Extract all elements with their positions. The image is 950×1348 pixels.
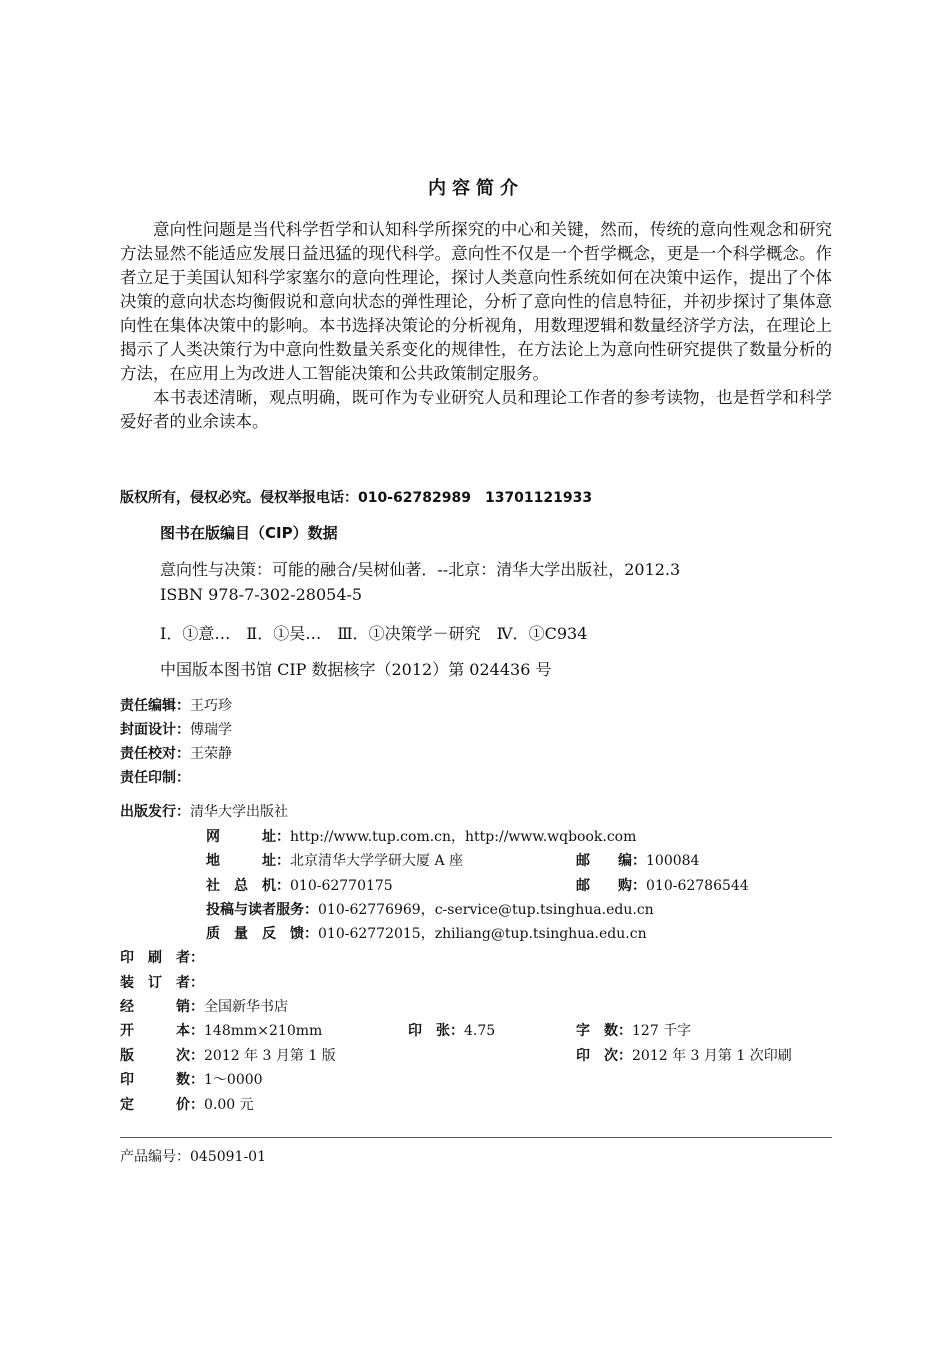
phone-row: [206, 875, 393, 895]
dist-label: 出版发行：: [120, 804, 190, 820]
proof-value: 王荣静: [190, 746, 232, 762]
cip-classification: Ⅰ．①意… Ⅱ．①吴… Ⅲ．①决策学－研究 Ⅳ．①C934: [160, 624, 588, 643]
summary-body: [120, 218, 832, 434]
words-value: 127 千字: [632, 1023, 692, 1039]
cip-title-line: 意向性与决策：可能的融合/吴树仙著．--北京：清华大学出版社，2012.3: [160, 560, 681, 579]
format-value: 148mm×210mm: [204, 1023, 323, 1039]
copyright-notice: 版权所有，侵权必究。侵权举报电话：010-62782989 13701121933: [120, 490, 593, 506]
copies-label: 印 数：: [120, 1072, 204, 1088]
cip-isbn: ISBN 978-7-302-28054-5: [160, 585, 363, 604]
impression-label: 印 次：: [576, 1048, 632, 1064]
address-row: [206, 850, 463, 870]
staff-editor: [120, 695, 232, 715]
quality-row: [206, 923, 647, 943]
impression-value: 2012 年 3 月第 1 次印刷: [632, 1048, 792, 1064]
cover-label: 封面设计：: [120, 722, 190, 738]
dist-value: 清华大学出版社: [190, 804, 288, 820]
copies-value: 1～0000: [204, 1072, 263, 1088]
binder-row: [120, 972, 204, 992]
cip-record-number: 中国版本图书馆 CIP 数据核字（2012）第 024436 号: [160, 660, 552, 679]
printer-label: 印 刷 者：: [120, 950, 204, 966]
cover-value: 傅瑞学: [190, 722, 232, 738]
format-label: 开 本：: [120, 1023, 204, 1039]
summary-paragraph-2: 本书表述清晰，观点明确，既可作为专业研究人员和理论工作者的参考读物，也是哲学和科学爱好者的业余读本。: [120, 388, 832, 431]
proof-label: 责任校对：: [120, 746, 190, 762]
impression-row: [576, 1045, 792, 1065]
zip-row: [576, 850, 699, 870]
cip-heading: 图书在版编目（CIP）数据: [160, 524, 338, 542]
sheets-row: [408, 1020, 495, 1040]
printer-row: [120, 947, 204, 967]
quality-value: 010-62772015，zhiliang@tup.tsinghua.edu.cn: [318, 926, 647, 942]
sheets-label: 印 张：: [408, 1023, 464, 1039]
price-label: 定 价：: [120, 1097, 204, 1113]
editor-value: 王巧珍: [190, 698, 232, 714]
edition-row: [120, 1045, 336, 1065]
mail-label: 邮 购：: [576, 878, 646, 894]
editor-label: 责任编辑：: [120, 698, 190, 714]
staff-print: [120, 767, 190, 787]
sheets-value: 4.75: [464, 1023, 496, 1039]
format-row: [120, 1020, 322, 1040]
zip-label: 邮 编：: [576, 853, 646, 869]
staff-cover: [120, 719, 232, 739]
edition-label: 版 次：: [120, 1048, 204, 1064]
words-label: 字 数：: [576, 1023, 632, 1039]
footer-divider: [120, 1137, 832, 1138]
phone-label: 社 总 机：: [206, 878, 290, 894]
copies-row: [120, 1069, 263, 1089]
seller-label: 经 销：: [120, 999, 204, 1015]
submit-value: 010-62776969，c-service@tup.tsinghua.edu.cn: [318, 902, 654, 918]
staff-proof: [120, 743, 232, 763]
mail-order-row: [576, 875, 749, 895]
product-code: 产品编号：045091-01: [120, 1149, 266, 1165]
web-row: [206, 826, 636, 846]
seller-row: [120, 996, 288, 1016]
binder-label: 装 订 者：: [120, 975, 204, 991]
summary-paragraph-1: 意向性问题是当代科学哲学和认知科学所探究的中心和关键，然而，传统的意向性观念和研究方法显然不能适应发展日益迅猛的现代科学。意向性不仅是一个哲学概念，更是一个科学概念。作者立足于美国认知科学家塞尔的意向性理论，探讨人类意向性系统如何在决策中运作，提出了个体决策的意向状态均衡假说和意向状态的弹性理论，分析了意向性的信息特征，并初步探讨了集体意向性在集体决策中的影响。本书选择决策论的分析视角，用数理逻辑和数量经济学方法，在理论上揭示了人类决策行为中意向性数量关系变化的规律性，在方法论上为意向性研究提供了数量分析的方法，在应用上为改进人工智能决策和公共政策制定服务。: [120, 220, 832, 383]
summary-title: 内容简介: [428, 178, 524, 199]
edition-value: 2012 年 3 月第 1 版: [204, 1048, 336, 1064]
mail-value: 010-62786544: [646, 878, 749, 894]
addr-value: 北京清华大学学研大厦 A 座: [290, 853, 464, 869]
web-value: http://www.tup.com.cn，http://www.wqbook.com: [290, 829, 637, 845]
print-label: 责任印制：: [120, 770, 190, 786]
price-value: 0.00 元: [204, 1097, 254, 1113]
phone-value: 010-62770175: [290, 878, 393, 894]
words-row: [576, 1020, 691, 1040]
price-row: [120, 1094, 254, 1114]
web-label: 网 址：: [206, 829, 290, 845]
seller-value: 全国新华书店: [204, 999, 288, 1015]
submission-row: [206, 899, 654, 919]
publisher-row: [120, 801, 288, 821]
zip-value: 100084: [646, 853, 700, 869]
submit-label: 投稿与读者服务：: [206, 902, 318, 918]
quality-label: 质 量 反 馈：: [206, 926, 318, 942]
addr-label: 地 址：: [206, 853, 290, 869]
